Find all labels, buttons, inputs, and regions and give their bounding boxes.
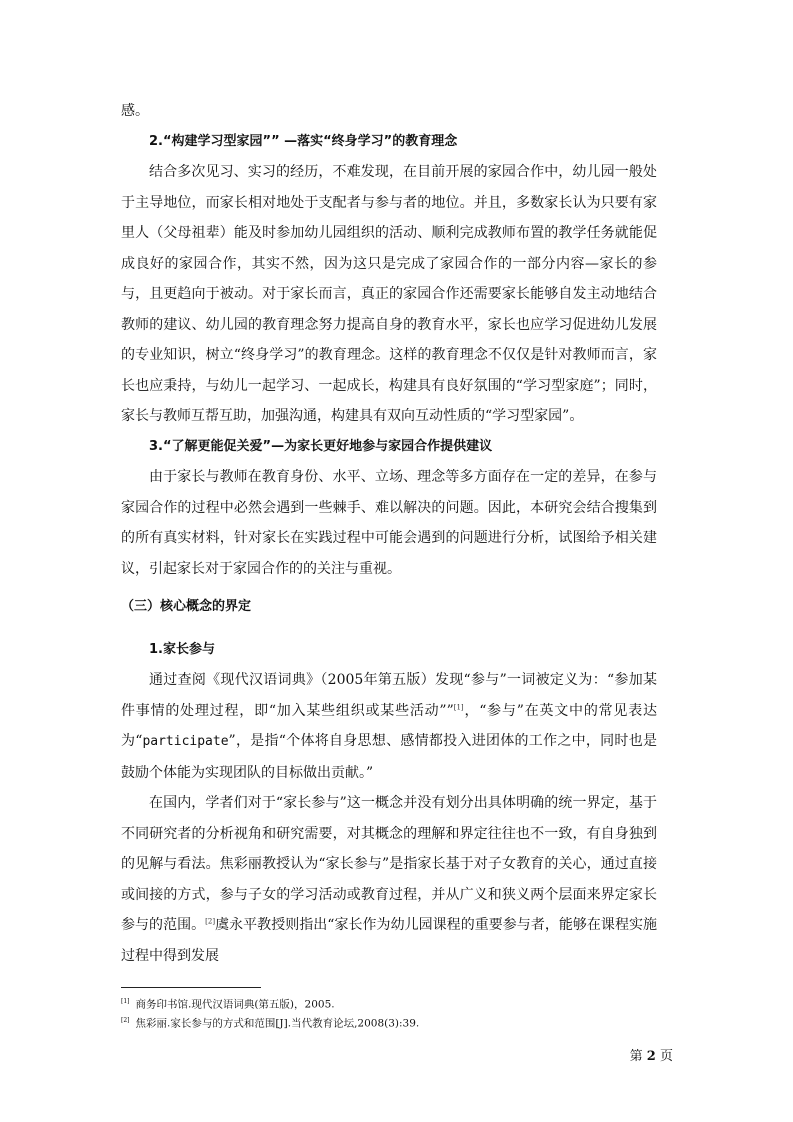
page-number-value: 2	[646, 1049, 656, 1064]
paragraph-continuation: 感。	[121, 103, 149, 119]
page-number-suffix: 页	[659, 1049, 673, 1064]
paragraph-3-text-c: ”，是指“个体将自身思想、感情都投入进团体的工作之中，同时也是鼓励个体能为实现团队的目标做出贡献。”	[121, 733, 657, 781]
footnote-2	[121, 1013, 661, 1032]
footnote-ref-2[interactable]: [2]	[205, 917, 216, 926]
section-heading-3: （三）核心概念的界定	[121, 599, 252, 614]
paragraph-3	[121, 665, 657, 788]
paragraph-3-text-b: ，“参与”在英文中的常见表达为“	[121, 702, 657, 749]
page-number	[630, 1045, 673, 1064]
paragraph-2: 由于家长与教师在教育身份、水平、立场、理念等多方面存在一定的差异，在参与家园合作的过程中必然会遇到一些棘手、难以解决的问题。因此，本研究会结合搜集到的所有真实材料，针对家长在实践过程中可能会遇到的问题进行分析，试图给予相关建议，引起家长对于家园合作的的关注与重视。	[121, 469, 657, 577]
footnote-ref-1[interactable]: [1]	[453, 702, 464, 711]
footnote-1	[121, 994, 661, 1013]
footnote-mark: [1]	[121, 998, 130, 1005]
footnote-text: 商务印书馆.现代汉语词典(第五版)，2005.	[135, 998, 335, 1011]
main-text	[121, 96, 657, 971]
paragraph-1: 结合多次见习、实习的经历，不难发现，在目前开展的家园合作中，幼儿园一般处于主导地位，而家长相对地处于支配者与参与者的地位。并且，多数家长认为只要有家里人（父母祖辈）能及时参加幼儿园组织的活动、顺利完成教师布置的教学任务就能促成良好的家园合作，其实不然，因为这只是完成了家园合作的一部分内容—家长的参与，且更趋向于被动。对于家长而言，真正的家园合作还需要家长能够自发主动地结合教师的建议、幼儿园的教育理念努力提高自身的教育水平，家长也应学习促进幼儿发展的专业知识，树立“终身学习”的教育理念。这样的教育理念不仅仅是针对教师而言，家长也应秉持，与幼儿一起学习、一起成长，构建具有良好氛围的“学习型家庭”；同时，家长与教师互帮互助，加强沟通，构建具有双向互动性质的“学习型家园”。	[121, 164, 657, 424]
footnote-text: 焦彩丽.家长参与的方式和范围[J].当代教育论坛,2008(3):39.	[135, 1017, 420, 1029]
paragraph-4-text-b: 虞永平教授则指出“家长作为幼儿园课程的重要参与者，能够在课程实施过程中得到发展	[121, 917, 658, 964]
subheading-2: 2.“构建学习型家园”” —落实“终身学习”的教育理念	[149, 133, 458, 149]
paragraph-3-text-a: 通过查阅《现代汉语词典》（2005年第五版）发现“参与”一词被定义为：“参加某件事情的处理过程，即“加入某些组织或某些活动””	[121, 672, 657, 719]
page-number-prefix: 第	[629, 1049, 643, 1064]
footnotes	[121, 994, 661, 1031]
subheading-3: 3.“了解更能促关爱”—为家长更好地参与家园合作提供建议	[149, 438, 493, 454]
subheading-parent-participation: 1.家长参与	[149, 641, 215, 657]
footnote-mark: [2]	[121, 1016, 130, 1024]
paragraph-4	[121, 788, 657, 971]
paragraph-4-text-a: 在国内，学者们对于“家长参与”这一概念并没有划分出具体明确的统一界定，基于不同研究者的分析视角和研究需要，对其概念的理解和界定往往也不一致，有自身独到的见解与看法。焦彩丽教授认为“家长参与”是指家长基于对子女教育的关心，通过直接或间接的方式，参与子女的学习活动或教育过程，并从广义和狭义两个层面来界定家长参与的范围。	[121, 795, 657, 933]
english-term: participate	[142, 734, 229, 749]
footnote-divider	[121, 987, 261, 988]
